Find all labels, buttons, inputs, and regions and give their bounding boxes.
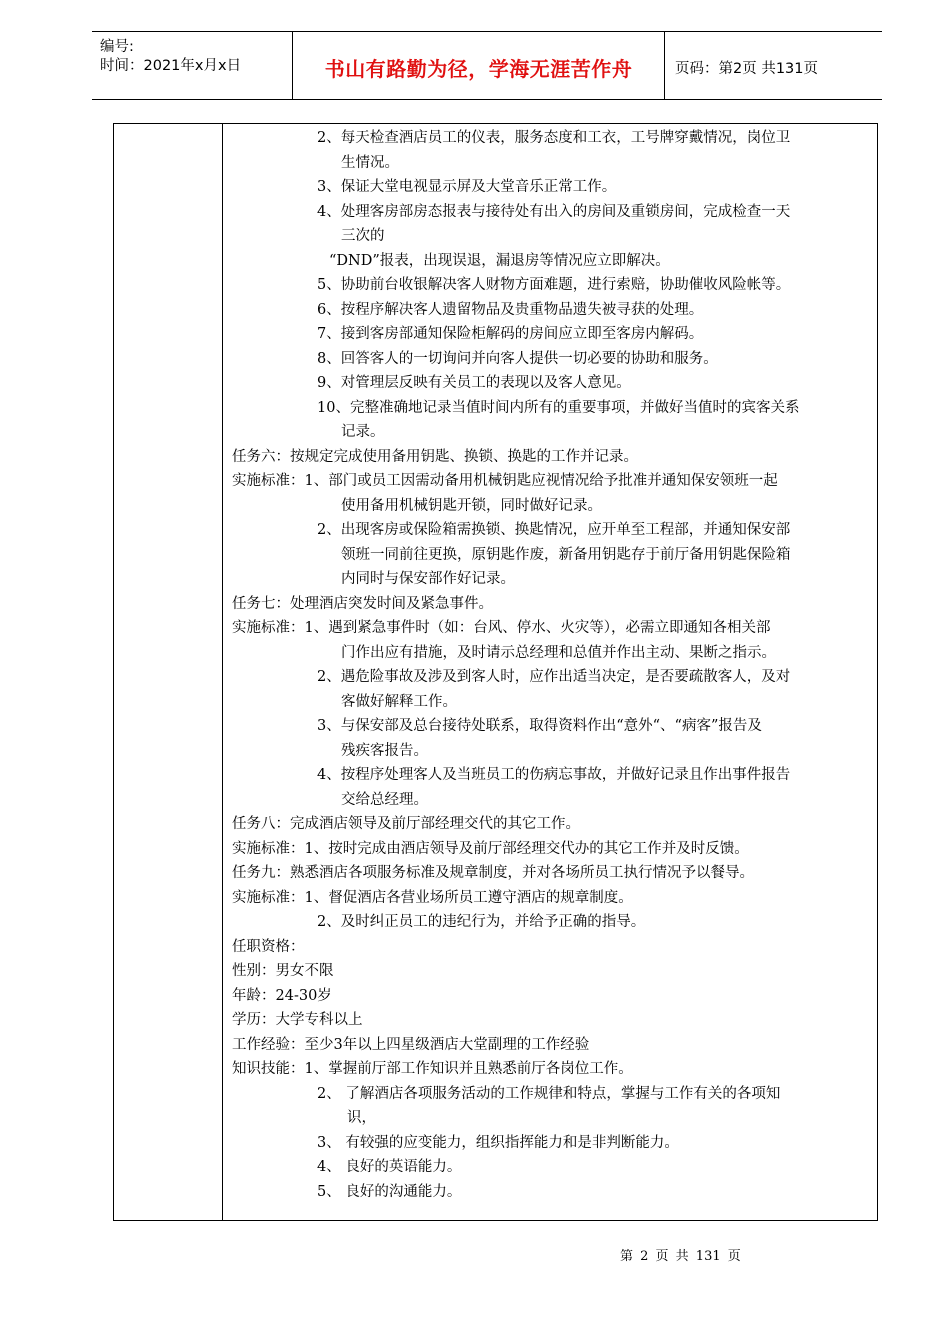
body-line: 残疾客报告。	[341, 742, 428, 759]
body-line: 客做好解释工作。	[341, 693, 457, 710]
body-line: 3、 有较强的应变能力，组织指挥能力和是非判断能力。	[317, 1134, 679, 1151]
body-line: 任职资格：	[232, 938, 305, 955]
page-footer: 第 2 页 共 131 页	[620, 1249, 741, 1264]
body-line: 2、每天检查酒店员工的仪表，服务态度和工衣，工号牌穿戴情况，岗位卫	[317, 130, 791, 146]
body-line: 7、接到客房部通知保险柜解码的房间应立即至客房内解码。	[317, 326, 704, 342]
header-motto: 书山有路勤为径，学海无涯苦作舟	[324, 57, 633, 81]
body-line: 工作经验：至少3年以上四星级酒店大堂副理的工作经验	[232, 1036, 590, 1053]
body-line: 10、完整准确地记录当值时间内所有的重要事项，并做好当值时的宾客关系	[317, 399, 800, 416]
body-line: 使用备用机械钥匙开锁，同时做好记录。	[341, 497, 602, 514]
body-line: 4、按程序处理客人及当班员工的伤病忘事故，并做好记录且作出事件报告	[317, 767, 791, 783]
body-line: 3、保证大堂电视显示屏及大堂音乐正常工作。	[317, 179, 617, 195]
body-line: 实施标准：1、按时完成由酒店领导及前厅部经理交代办的其它工作并及时反馈。	[232, 840, 749, 857]
header-page-info: 页码：第2页 共131页	[675, 61, 819, 77]
body-line: 2、遇危险事故及涉及到客人时，应作出适当决定，是否要疏散客人，及对	[317, 669, 791, 685]
body-line: 性别：男女不限	[232, 963, 334, 979]
body-line: 领班一同前往更换，原钥匙作废，新备用钥匙存于前厅备用钥匙保险箱	[341, 546, 791, 563]
body-line: 6、按程序解决客人遗留物品及贵重物品遗失被寻获的处理。	[317, 301, 704, 318]
body-line: 9、对管理层反映有关员工的表现以及客人意见。	[317, 375, 631, 391]
body-line: 识，	[347, 1110, 376, 1126]
body-line: 8、回答客人的一切询问并向客人提供一切必要的协助和服务。	[317, 350, 718, 367]
body-line: 任务八：完成酒店领导及前厅部经理交代的其它工作。	[232, 816, 580, 832]
body-line: 5、 良好的沟通能力。	[317, 1183, 462, 1200]
header-divider	[664, 32, 665, 99]
body-line: 知识技能：1、掌握前厅部工作知识并且熟悉前厅各岗位工作。	[232, 1061, 633, 1077]
body-line: 学历：大学专科以上	[232, 1012, 363, 1028]
header-meta	[100, 38, 241, 76]
body-line: 2、出现客房或保险箱需换锁、换匙情况，应开单至工程部，并通知保安部	[317, 522, 791, 538]
body-line: 2、及时纠正员工的违纪行为，并给予正确的指导。	[317, 914, 646, 930]
body-line: 实施标准：1、督促酒店各营业场所员工遵守酒店的规章制度。	[232, 889, 633, 906]
body-line: “DND”报表，出现误退，漏退房等情况应立即解决。	[329, 252, 670, 269]
body-line: 记录。	[341, 424, 385, 440]
body-line: 门作出应有措施，及时请示总经理和总值并作出主动、果断之指示。	[341, 644, 776, 661]
body-line: 任务七：处理酒店突发时间及紧急事件。	[232, 595, 493, 612]
body-line: 5、协助前台收银解决客人财物方面难题，进行索赔，协助催收风险帐等。	[317, 277, 791, 293]
body-line: 实施标准：1、遇到紧急事件时（如：台风、停水、火灾等），必需立即通知各相关部	[232, 620, 771, 636]
body-line: 内同时与保安部作好记录。	[341, 571, 515, 587]
body-line: 3、与保安部及总台接待处联系，取得资料作出“意外“、“病客”报告及	[317, 718, 762, 734]
body-line: 实施标准：1、部门或员工因需动备用机械钥匙应视情况给予批准并通知保安领班一起	[232, 473, 778, 489]
body-line: 三次的	[341, 228, 385, 244]
body-line: 任务六：按规定完成使用备用钥匙、换锁、换匙的工作并记录。	[232, 448, 638, 465]
body-line: 任务九：熟悉酒店各项服务标准及规章制度，并对各场所员工执行情况予以餐导。	[232, 865, 754, 881]
body-line: 交给总经理。	[341, 791, 428, 808]
number-label: 编号:	[100, 39, 134, 55]
body-line: 生情况。	[341, 154, 399, 171]
body-line: 年龄：24-30岁	[232, 987, 332, 1004]
body-line: 4、 良好的英语能力。	[317, 1159, 462, 1175]
body-line: 4、处理客房部房态报表与接待处有出入的房间及重锁房间，完成检查一天	[317, 203, 791, 220]
time-label: 时间：2021年x月x日	[100, 58, 242, 74]
body-line: 2、 了解酒店各项服务活动的工作规律和特点，掌握与工作有关的各项知	[317, 1085, 781, 1102]
page-header	[92, 31, 882, 100]
table-column-divider	[222, 123, 223, 1221]
